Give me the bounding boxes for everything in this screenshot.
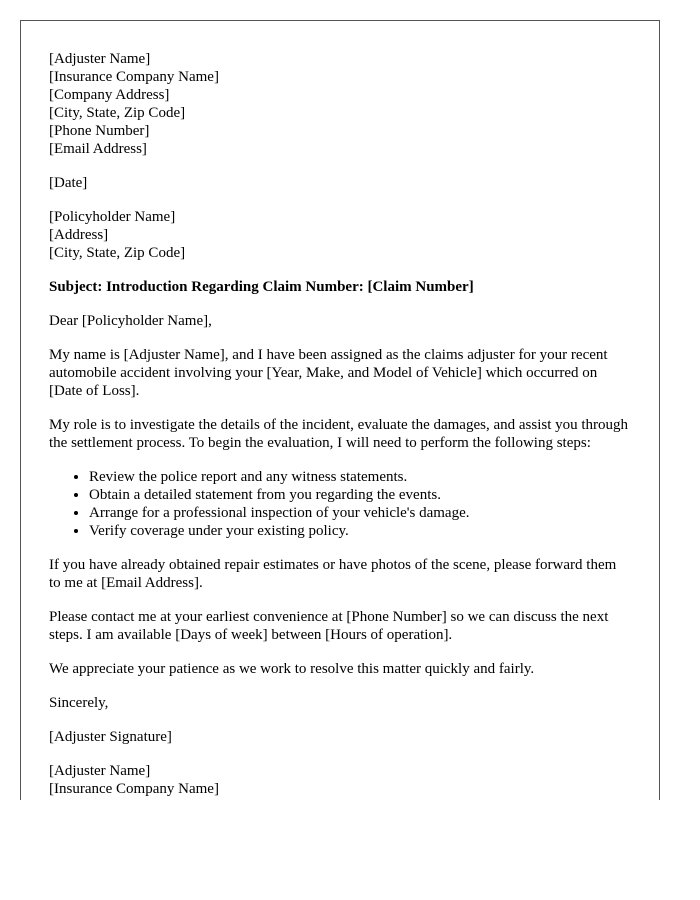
sender-address-block <box>49 50 629 158</box>
subject-line: Subject: Introduction Regarding Claim Number: [Claim Number] <box>49 279 474 295</box>
sign-off: Sincerely, <box>49 695 109 711</box>
repair-estimates-paragraph: If you have already obtained repair estimates or have photos of the scene, please forward them to me at [Email Address]. <box>49 557 617 591</box>
sender-company-address: [Company Address] <box>49 87 170 103</box>
recipient-city-state-zip: [City, State, Zip Code] <box>49 245 186 261</box>
signature-block <box>49 762 629 798</box>
greeting: Dear [Policyholder Name], <box>49 313 212 329</box>
intro-paragraph: My name is [Adjuster Name], and I have been assigned as the claims adjuster for your recent automobile accident involving your [Year, Make, and Model of Vehicle] which occurred on [Date of Loss]. <box>49 347 608 399</box>
letter-page <box>20 20 660 800</box>
sender-company: [Insurance Company Name] <box>49 69 219 85</box>
list-item: • Verify coverage under your existing policy. <box>89 522 629 540</box>
contact-paragraph: Please contact me at your earliest convenience at [Phone Number] so we can discuss the next steps. I am available [Days of week] between [Hours of operation]. <box>49 609 609 643</box>
list-item: • Obtain a detailed statement from you regarding the events. <box>89 486 629 504</box>
list-item: • Arrange for a professional inspection of your vehicle's damage. <box>89 504 629 522</box>
signature: [Adjuster Signature] <box>49 729 172 745</box>
recipient-name: [Policyholder Name] <box>49 209 176 225</box>
appreciation-paragraph: We appreciate your patience as we work to resolve this matter quickly and fairly. <box>49 661 535 677</box>
signature-adjuster-name: [Adjuster Name] <box>49 763 151 779</box>
list-item: • Review the police report and any witness statements. <box>89 468 629 486</box>
sender-phone: [Phone Number] <box>49 123 150 139</box>
steps-list <box>49 468 629 540</box>
recipient-address: [Address] <box>49 227 109 243</box>
letter-content <box>49 50 629 800</box>
role-paragraph: My role is to investigate the details of the incident, evaluate the damages, and assist you through the settlement process. To begin the evaluation, I will need to perform the following steps: <box>49 417 629 451</box>
letter-date: [Date] <box>49 175 88 191</box>
sender-email: [Email Address] <box>49 141 147 157</box>
signature-company-name: [Insurance Company Name] <box>49 781 219 797</box>
sender-city-state-zip: [City, State, Zip Code] <box>49 105 186 121</box>
sender-name: [Adjuster Name] <box>49 51 151 67</box>
recipient-address-block <box>49 208 629 262</box>
